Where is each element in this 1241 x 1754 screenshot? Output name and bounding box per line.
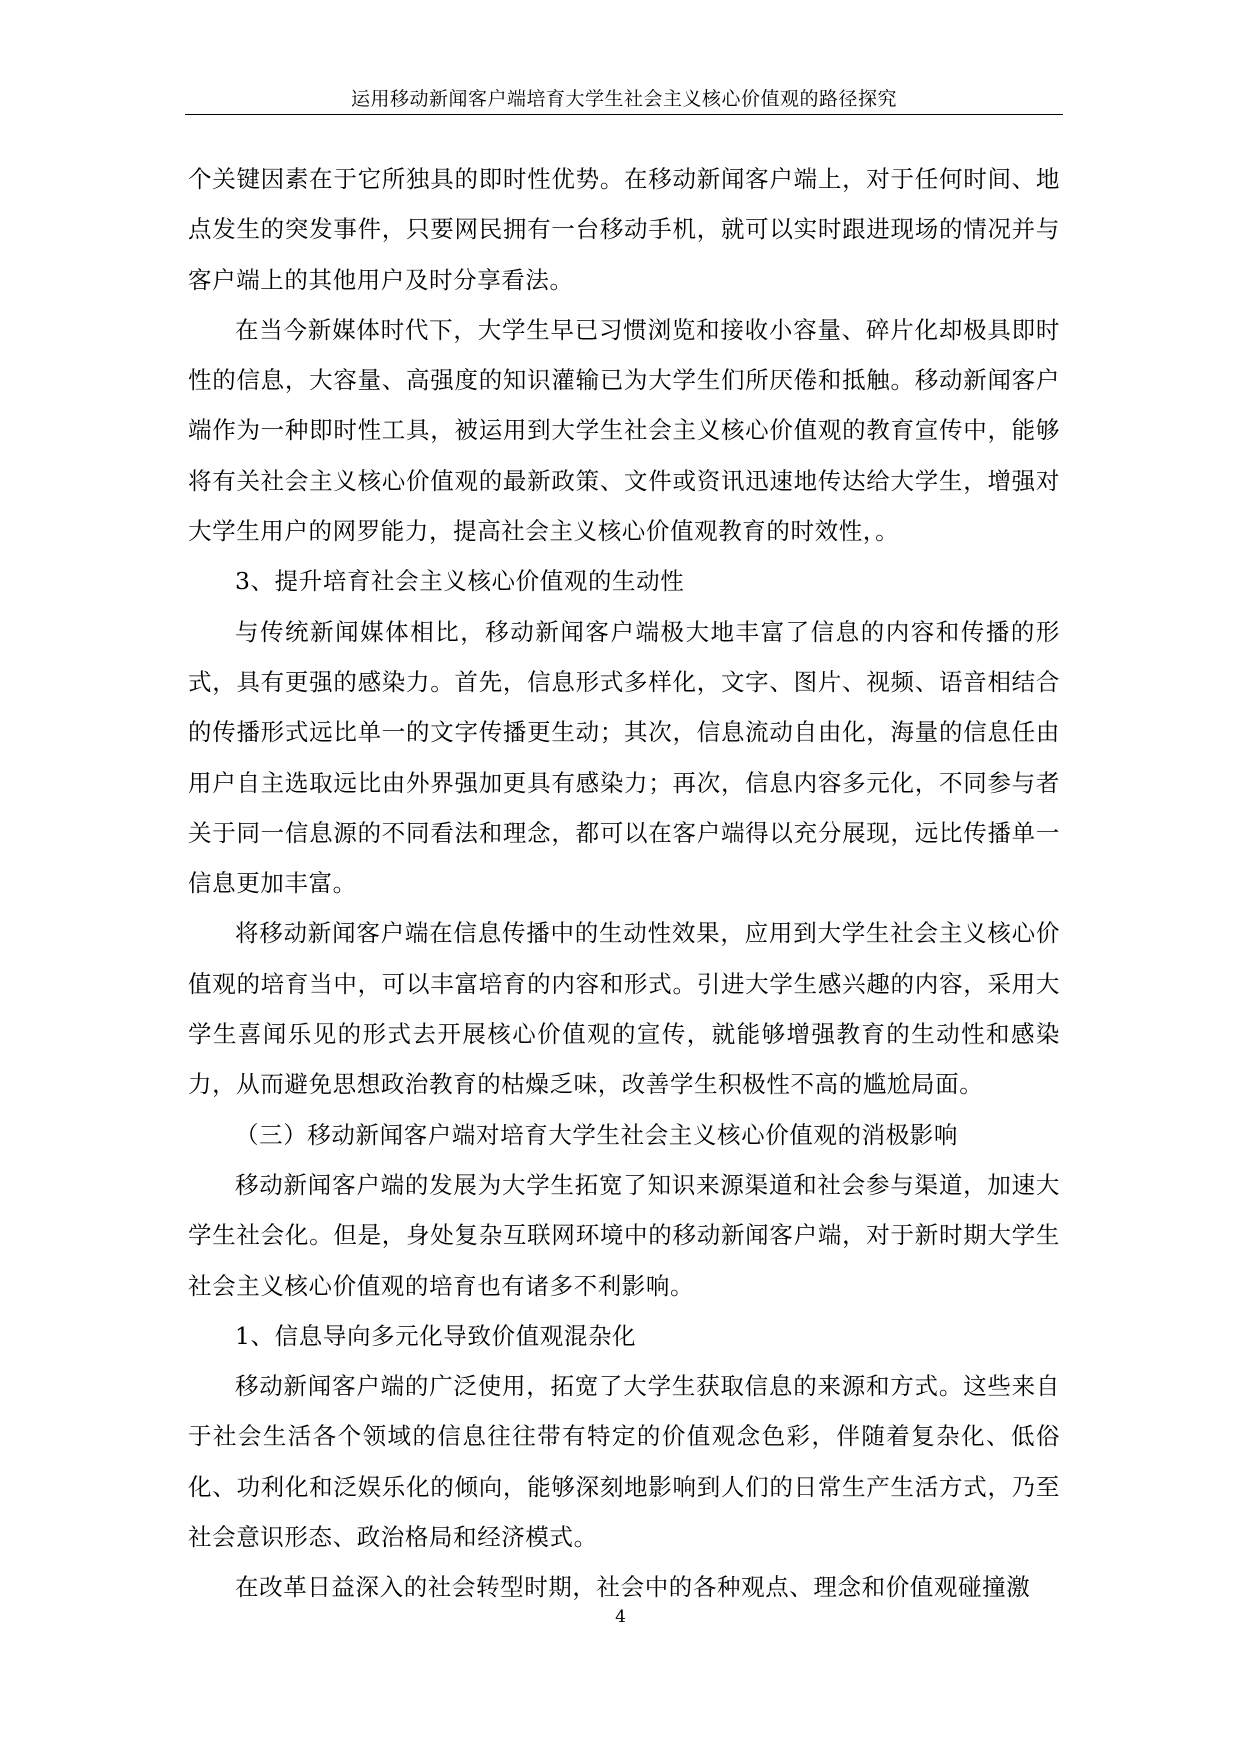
paragraph: 将移动新闻客户端在信息传播中的生动性效果，应用到大学生社会主义核心价值观的培育当中，可以丰富培育的内容和形式。引进大学生感兴趣的内容，采用大学生喜闻乐见的形式去开展核心价值观的宣传，就能够增强教育的生动性和感染力，从而避免思想政治教育的枯燥乏味，改善学生积极性不高的尴尬局面。 (188, 919, 1060, 1099)
body-text (188, 154, 1060, 1613)
paragraph: 在改革日益深入的社会转型时期，社会中的各种观点、理念和价值观碰撞激 (235, 1573, 1031, 1602)
page-number: 4 (615, 1607, 626, 1627)
running-header: 运用移动新闻客户端培育大学生社会主义核心价值观的路径探究 (350, 88, 897, 110)
header-rule (185, 114, 1063, 115)
paragraph-continued: 个关键因素在于它所独具的即时性优势。在移动新闻客户端上，对于任何时间、地点发生的突发事件，只要网民拥有一台移动手机，就可以实时跟进现场的情况并与客户端上的其他用户及时分享看法。 (188, 165, 1060, 294)
paragraph: 与传统新闻媒体相比，移动新闻客户端极大地丰富了信息的内容和传播的形式，具有更强的感染力。首先，信息形式多样化，文字、图片、视频、语音相结合的传播形式远比单一的文字传播更生动；其次，信息流动自由化，海量的信息任由用户自主选取远比由外界强加更具有感染力；再次，信息内容多元化，不同参与者关于同一信息源的不同看法和理念，都可以在客户端得以充分展现，远比传播单一信息更加丰富。 (188, 617, 1060, 898)
paragraph: 移动新闻客户端的发展为大学生拓宽了知识来源渠道和社会参与渠道，加速大学生社会化。但是，身处复杂互联网环境中的移动新闻客户端，对于新时期大学生社会主义核心价值观的培育也有诸多不利影响。 (188, 1170, 1060, 1300)
section-heading: 3、提升培育社会主义核心价值观的生动性 (235, 567, 685, 596)
paragraph: 在当今新媒体时代下，大学生早已习惯浏览和接收小容量、碎片化却极具即时性的信息，大容量、高强度的知识灌输已为大学生们所厌倦和抵触。移动新闻客户端作为一种即时性工具，被运用到大学生社会主义核心价值观的教育宣传中，能够将有关社会主义核心价值观的最新政策、文件或资讯迅速地传达给大学生，增强对大学生用户的网罗能力，提高社会主义核心价值观教育的时效性，。 (188, 315, 1060, 546)
paragraph: 移动新闻客户端的广泛使用，拓宽了大学生获取信息的来源和方式。这些来自于社会生活各个领域的信息往往带有特定的价值观念色彩，伴随着复杂化、低俗化、功利化和泛娱乐化的倾向，能够深刻地影响到人们的日常生产生活方式，乃至社会意识形态、政治格局和经济模式。 (188, 1372, 1060, 1552)
section-heading: （三）移动新闻客户端对培育大学生社会主义核心价值观的消极影响 (235, 1120, 958, 1149)
section-heading: 1、信息导向多元化导致价值观混杂化 (235, 1321, 637, 1350)
